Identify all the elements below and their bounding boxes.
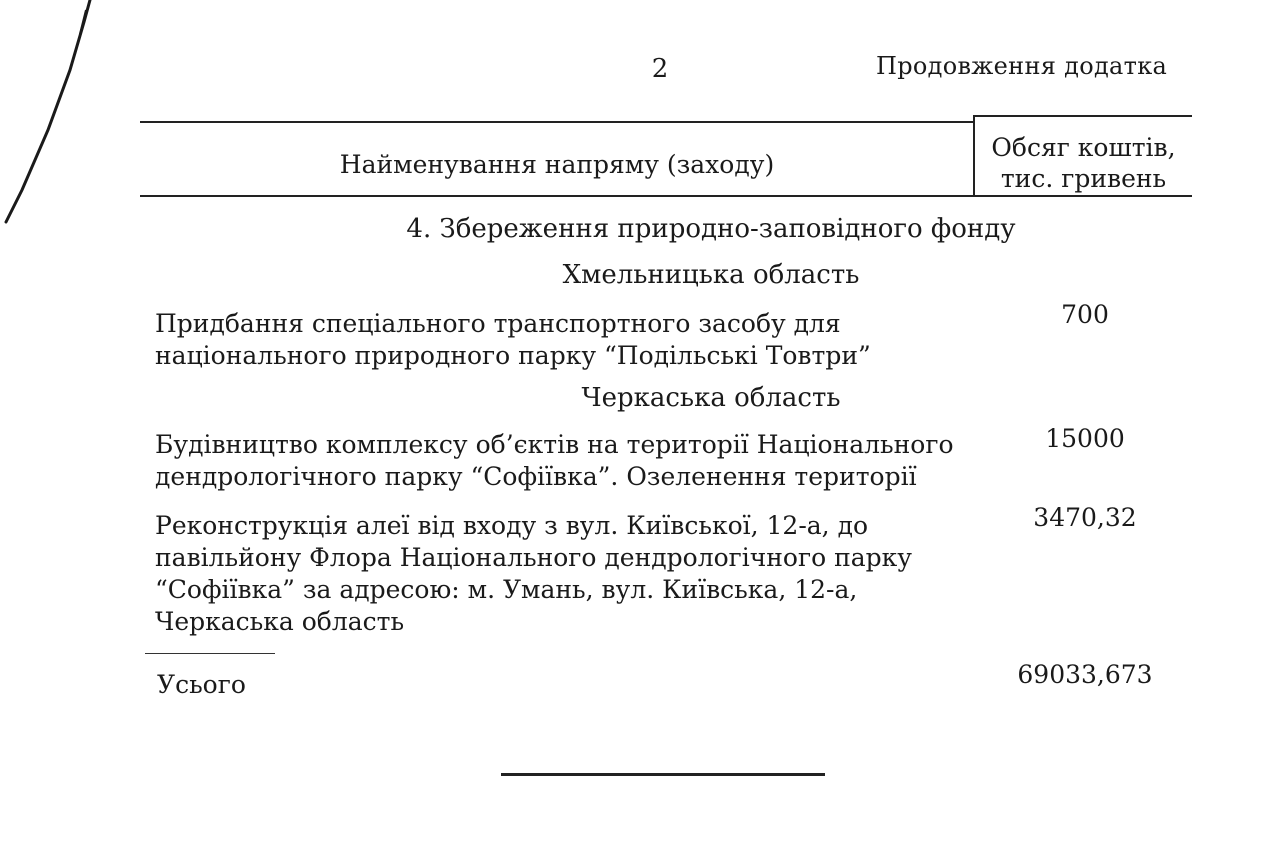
- column-header-name: Найменування напряму (заходу): [339, 150, 775, 179]
- table-row-item-1-amount: 700: [1061, 300, 1109, 329]
- header-bottom-rule: [140, 195, 1192, 197]
- total-separator-rule: [145, 653, 275, 654]
- table-row-item-2-text: [155, 429, 955, 493]
- item-3-line-2: павільйону Флора Національного дендрологічного парку: [155, 543, 912, 572]
- page-number: 2: [651, 54, 669, 84]
- item-1-line-2: національного природного парку “Подільські Товтри”: [155, 341, 871, 370]
- item-3-line-4: Черкаська область: [155, 607, 405, 636]
- item-3-line-3: “Софіївка” за адресою: м. Умань, вул. Київська, 12-а,: [155, 575, 858, 604]
- column-header-amount: [975, 132, 1192, 194]
- item-1-line-1: Придбання спеціального транспортного засобу для: [155, 309, 841, 338]
- item-2-line-2: дендрологічного парку “Софіївка”. Озеленення території: [155, 462, 917, 491]
- item-3-line-1: Реконструкція алеї від входу з вул. Київської, 12-а, до: [155, 511, 869, 540]
- margin-pen-stroke: [0, 0, 100, 240]
- header-top-rule-right: [974, 115, 1192, 117]
- item-2-line-1: Будівництво комплексу об’єктів на території Національного: [155, 430, 954, 459]
- region-heading-cherkasy: Черкаська область: [581, 383, 841, 413]
- table-row-item-1-text: [155, 308, 955, 372]
- column-header-amount-line1: Обсяг коштів,: [991, 133, 1176, 162]
- table-row-item-3-text: [155, 510, 955, 638]
- header-top-rule: [140, 121, 974, 123]
- section-title: 4. Збереження природно-заповідного фонду: [406, 214, 1016, 244]
- region-heading-khmelnytskyi: Хмельницька область: [562, 260, 860, 290]
- document-end-rule: [501, 773, 825, 776]
- column-header-amount-line2: тис. гривень: [1000, 164, 1167, 193]
- table-row-item-3-amount: 3470,32: [1033, 503, 1137, 532]
- total-label: Усього: [157, 670, 246, 699]
- total-amount: 69033,673: [1017, 660, 1153, 689]
- continuation-note: Продовження додатка: [876, 52, 1168, 80]
- table-row-item-2-amount: 15000: [1045, 424, 1125, 453]
